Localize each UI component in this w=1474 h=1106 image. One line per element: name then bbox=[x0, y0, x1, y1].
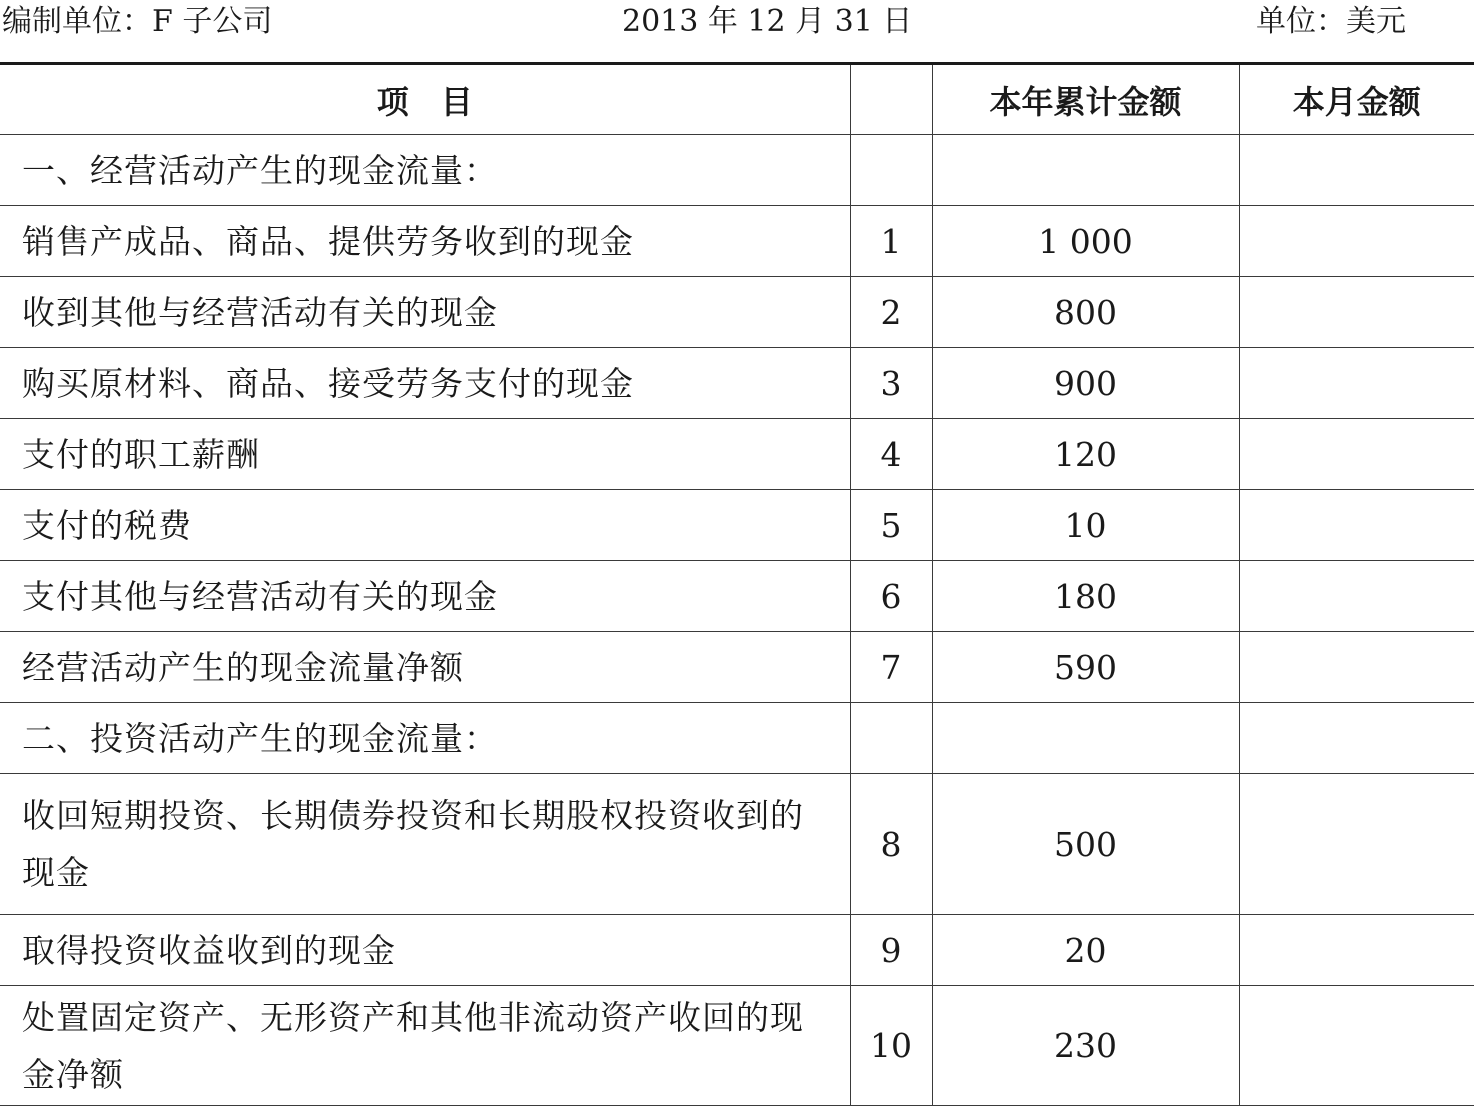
row-month-amount bbox=[1239, 703, 1474, 774]
table-row bbox=[0, 561, 1474, 632]
row-ytd-amount: 10 bbox=[932, 490, 1239, 561]
row-ytd-amount: 590 bbox=[932, 632, 1239, 703]
row-ytd-amount: 180 bbox=[932, 561, 1239, 632]
table-row bbox=[0, 348, 1474, 419]
row-line-no: 1 bbox=[850, 206, 932, 277]
cash-flow-table bbox=[0, 62, 1474, 1106]
row-line-no bbox=[850, 703, 932, 774]
row-month-amount bbox=[1239, 561, 1474, 632]
table-row bbox=[0, 632, 1474, 703]
row-item: 支付其他与经营活动有关的现金 bbox=[0, 561, 850, 632]
row-item: 销售产成品、商品、提供劳务收到的现金 bbox=[0, 206, 850, 277]
column-header-month-amount: 本月金额 bbox=[1239, 64, 1474, 135]
row-ytd-amount: 800 bbox=[932, 277, 1239, 348]
row-ytd-amount: 500 bbox=[932, 774, 1239, 915]
row-item: 一、经营活动产生的现金流量： bbox=[0, 135, 850, 206]
row-ytd-amount: 120 bbox=[932, 419, 1239, 490]
column-header-ytd-amount: 本年累计金额 bbox=[932, 64, 1239, 135]
row-ytd-amount: 230 bbox=[932, 986, 1239, 1106]
table-row bbox=[0, 986, 1474, 1106]
preparing-entity: 编制单位：F 子公司 bbox=[2, 4, 273, 39]
row-ytd-amount: 1 000 bbox=[932, 206, 1239, 277]
row-month-amount bbox=[1239, 277, 1474, 348]
column-header-item: 项 目 bbox=[0, 64, 850, 135]
column-header-line-no bbox=[850, 64, 932, 135]
row-line-no: 5 bbox=[850, 490, 932, 561]
row-line-no: 6 bbox=[850, 561, 932, 632]
row-line-no: 10 bbox=[850, 986, 932, 1106]
row-ytd-amount: 900 bbox=[932, 348, 1239, 419]
table-row bbox=[0, 490, 1474, 561]
table-row bbox=[0, 135, 1474, 206]
row-month-amount bbox=[1239, 632, 1474, 703]
row-item: 处置固定资产、无形资产和其他非流动资产收回的现金净额 bbox=[0, 986, 850, 1106]
table-row bbox=[0, 419, 1474, 490]
row-item: 支付的税费 bbox=[0, 490, 850, 561]
row-item: 二、投资活动产生的现金流量： bbox=[0, 703, 850, 774]
row-item: 支付的职工薪酬 bbox=[0, 419, 850, 490]
table-row bbox=[0, 277, 1474, 348]
row-ytd-amount bbox=[932, 135, 1239, 206]
currency-unit: 单位：美元 bbox=[1256, 4, 1406, 39]
row-item: 购买原材料、商品、接受劳务支付的现金 bbox=[0, 348, 850, 419]
row-item: 收到其他与经营活动有关的现金 bbox=[0, 277, 850, 348]
row-month-amount bbox=[1239, 915, 1474, 986]
row-line-no: 4 bbox=[850, 419, 932, 490]
table-header-row bbox=[0, 64, 1474, 135]
row-line-no: 8 bbox=[850, 774, 932, 915]
table-row bbox=[0, 915, 1474, 986]
row-line-no: 2 bbox=[850, 277, 932, 348]
row-item: 收回短期投资、长期债券投资和长期股权投资收到的现金 bbox=[0, 774, 850, 915]
table-row bbox=[0, 703, 1474, 774]
row-month-amount bbox=[1239, 206, 1474, 277]
row-month-amount bbox=[1239, 348, 1474, 419]
table-row bbox=[0, 206, 1474, 277]
statement-date: 2013 年 12 月 31 日 bbox=[622, 4, 913, 39]
row-line-no bbox=[850, 135, 932, 206]
row-ytd-amount: 20 bbox=[932, 915, 1239, 986]
row-month-amount bbox=[1239, 986, 1474, 1106]
row-line-no: 7 bbox=[850, 632, 932, 703]
row-month-amount bbox=[1239, 135, 1474, 206]
row-item: 经营活动产生的现金流量净额 bbox=[0, 632, 850, 703]
row-item: 取得投资收益收到的现金 bbox=[0, 915, 850, 986]
row-month-amount bbox=[1239, 419, 1474, 490]
row-line-no: 9 bbox=[850, 915, 932, 986]
row-month-amount bbox=[1239, 774, 1474, 915]
row-ytd-amount bbox=[932, 703, 1239, 774]
table-row bbox=[0, 774, 1474, 915]
statement-header bbox=[0, 0, 1474, 44]
row-month-amount bbox=[1239, 490, 1474, 561]
row-line-no: 3 bbox=[850, 348, 932, 419]
